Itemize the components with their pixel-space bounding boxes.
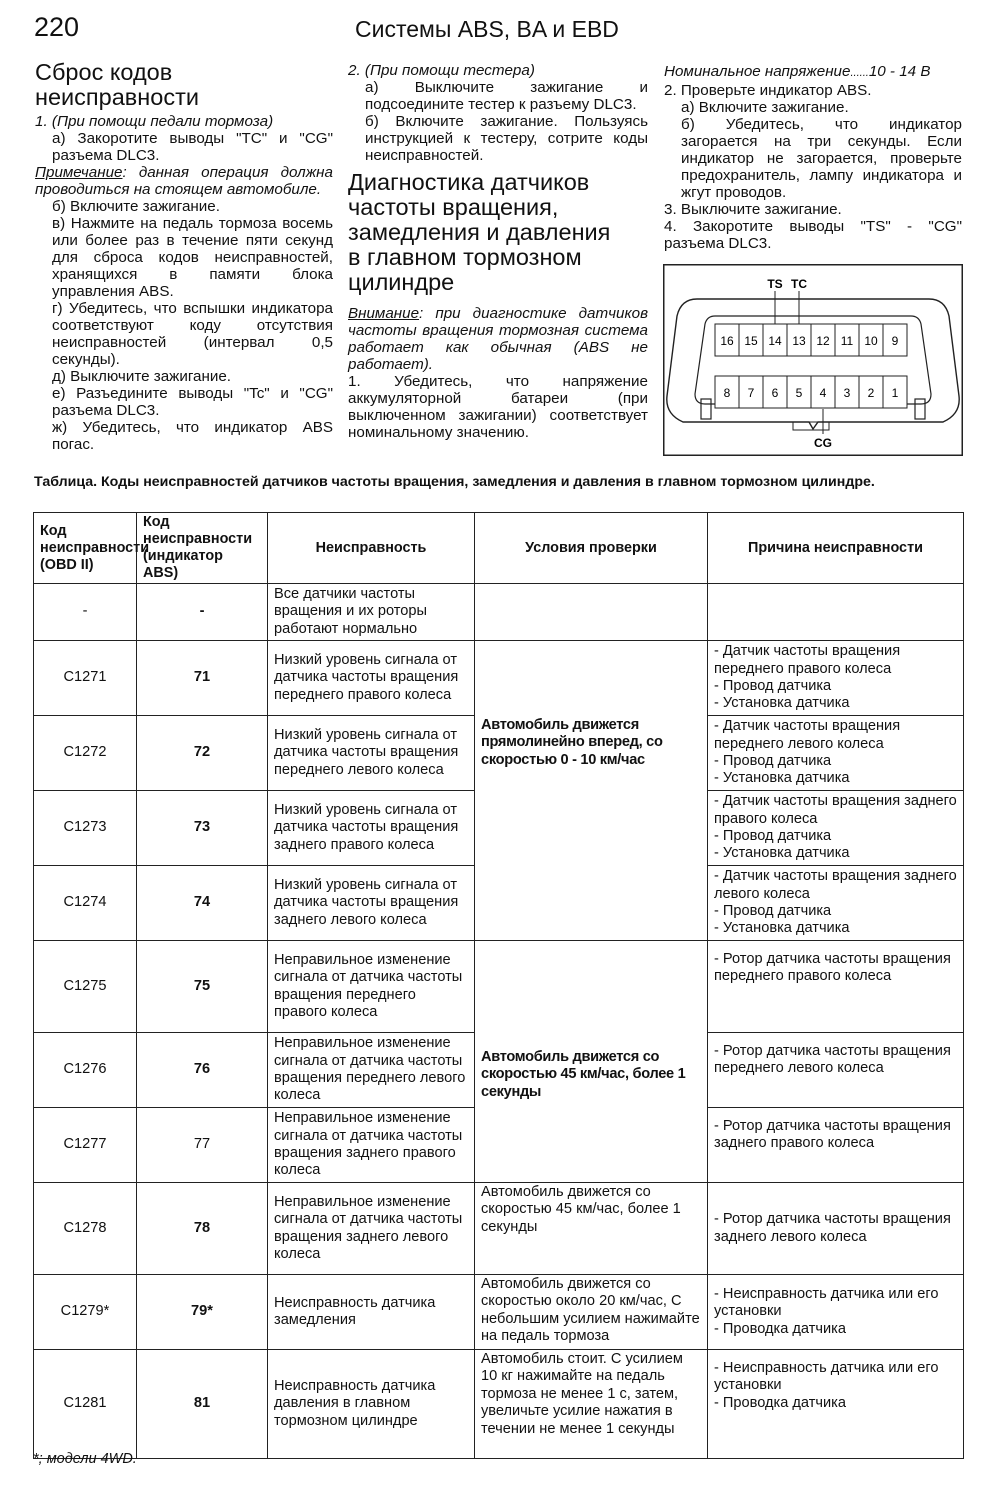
cell-obd: C1272 <box>34 716 137 791</box>
cell-cause: - Ротор датчика частоты вращения заднего левого колеса <box>708 1183 964 1275</box>
paragraph: е) Разъедините выводы "Tc" и "CG" разъема DLC3. <box>52 385 333 419</box>
cell-obd: C1273 <box>34 791 137 866</box>
cell-fault: Все датчики частоты вращения и их роторы работают нормально <box>268 584 475 641</box>
connector-pin-number: 13 <box>792 334 806 348</box>
section-title-reset: Сброс кодов неисправности <box>35 59 199 110</box>
label-cg: CG <box>814 436 832 450</box>
cell-abs: 71 <box>137 641 268 716</box>
paragraph: д) Выключите зажигание. <box>52 368 232 385</box>
cell-obd: C1281 <box>34 1350 137 1459</box>
cell-obd: C1277 <box>34 1108 137 1183</box>
table-row <box>34 1350 964 1459</box>
header-fault: Неисправность <box>268 513 475 584</box>
paragraph: а) Закоротите выводы "TC" и "CG" разъема DLC3. <box>52 130 333 164</box>
cell-conditions: Автомобиль стоит. С усилием 10 кг нажимайте на педаль тормоза не менее 1 с, затем, увеличьте усилие нажатия в течении не менее 1 секунды <box>475 1350 708 1459</box>
cell-abs: 78 <box>137 1183 268 1275</box>
connector-top-pins <box>715 324 907 356</box>
cell-obd: C1278 <box>34 1183 137 1275</box>
footnote: *; модели 4WD. <box>33 1451 137 1467</box>
cell-fault: Низкий уровень сигнала от датчика частоты вращения заднего левого колеса <box>268 866 475 941</box>
cell-cause: - Датчик частоты вращения переднего левого колеса - Провод датчика - Установка датчика <box>708 716 964 791</box>
cell-abs: 79* <box>137 1275 268 1350</box>
cell-abs: - <box>137 584 268 641</box>
header-obd: Код неисправности (OBD II) <box>34 513 137 584</box>
connector-pin-number: 7 <box>747 386 755 400</box>
cell-conditions-group2: Автомобиль движется со скоростью 45 км/час, более 1 секунды <box>475 941 708 1183</box>
connector-pin-number: 6 <box>771 386 779 400</box>
connector-pin-number: 1 <box>891 386 899 400</box>
page-number: 220 <box>34 12 80 42</box>
cell-abs: 73 <box>137 791 268 866</box>
cell-fault: Неправильное изменение сигнала от датчика частоты вращения переднего правого колеса <box>268 941 475 1033</box>
cell-cause: - Неисправность датчика или его установки - Проводка датчика <box>708 1350 964 1459</box>
header-abs: Код неисправности (индикатор ABS) <box>137 513 268 584</box>
table-row <box>34 641 964 716</box>
paragraph: б) Убедитесь, что индикатор загорается на три секунды. Если индикатор не загорается, проверьте предохранитель, лампу индикатора и жгут проводов. <box>681 116 962 201</box>
paragraph: 1. Убедитесь, что напряжение аккумуляторной батареи (при выключенном зажигании) соответствует номинальному значению. <box>348 373 648 441</box>
cell-conditions-group1: Автомобиль движется прямолинейно вперед, со скоростью 0 - 10 км/час <box>475 641 708 941</box>
connector-pin-number: 16 <box>720 334 734 348</box>
paragraph: б) Включите зажигание. <box>52 198 220 215</box>
paragraph: 4. Закоротите выводы "TS" - "CG" разъема DLC3. <box>664 218 962 252</box>
paragraph: г) Убедитесь, что вспышки индикатора соответствуют коду отсутствия неисправностей (интервал 0,5 секунды). <box>52 300 333 368</box>
header-cause: Причина неисправности <box>708 513 964 584</box>
nominal-voltage: Номинальное напряжение......10 - 14 В <box>664 63 931 80</box>
cell-obd: C1279* <box>34 1275 137 1350</box>
connector-pin-number: 3 <box>843 386 851 400</box>
connector-pin-number: 10 <box>864 334 878 348</box>
table-row <box>34 1275 964 1350</box>
table-row <box>34 1183 964 1275</box>
cell-cause: - Неисправность датчика или его установки - Проводка датчика <box>708 1275 964 1350</box>
connector-pin-number: 8 <box>723 386 731 400</box>
cell-cause: - Ротор датчика частоты вращения заднего правого колеса <box>708 1108 964 1183</box>
paragraph: б) Включите зажигание. Пользуясь инструкцией к тестеру, сотрите коды неисправностей. <box>365 113 648 164</box>
warning: Внимание: при диагностике датчиков частоты вращения тормозная система работает как обычная (ABS не работает). <box>348 305 648 373</box>
cell-fault: Низкий уровень сигнала от датчика частоты вращения переднего левого колеса <box>268 716 475 791</box>
connector-pin-number: 5 <box>795 386 803 400</box>
cell-fault: Неправильное изменение сигнала от датчика частоты вращения переднего левого колеса <box>268 1033 475 1108</box>
cell-abs: 74 <box>137 866 268 941</box>
table-row <box>34 941 964 1033</box>
cell-abs: 75 <box>137 941 268 1033</box>
section-reset-codes <box>35 60 333 453</box>
page-header-title: Системы ABS, BA и EBD <box>355 16 619 42</box>
cell-obd: C1276 <box>34 1033 137 1108</box>
paragraph: 2. (При помощи тестера) <box>348 62 535 79</box>
paragraph: ж) Убедитесь, что индикатор ABS погас. <box>52 419 333 453</box>
cell-fault: Неправильное изменение сигнала от датчика частоты вращения заднего правого колеса <box>268 1108 475 1183</box>
connector-pin-number: 9 <box>891 334 899 348</box>
cell-cause: - Датчик частоты вращения переднего правого колеса - Провод датчика - Установка датчика <box>708 641 964 716</box>
note: Примечание: данная операция должна проводиться на стоящем автомобиле. <box>35 164 333 198</box>
paragraph: 2. Проверьте индикатор ABS. <box>664 82 872 99</box>
connector-pin-number: 2 <box>867 386 875 400</box>
paragraph: а) Выключите зажигание и подсоедините тестер к разъему DLC3. <box>365 79 648 113</box>
cell-abs: 76 <box>137 1033 268 1108</box>
section-indicator-check <box>664 63 962 252</box>
cell-obd: C1274 <box>34 866 137 941</box>
cell-cause: - Ротор датчика частоты вращения переднего правого колеса <box>708 941 964 1033</box>
paragraph: 1. (При помощи педали тормоза) <box>35 113 274 130</box>
cell-conditions <box>475 584 708 641</box>
table-row <box>34 584 964 641</box>
cell-cause: - Ротор датчика частоты вращения переднего левого колеса <box>708 1033 964 1108</box>
section-tester <box>348 62 648 441</box>
dlc3-connector-diagram <box>663 264 963 456</box>
connector-pin-number: 12 <box>816 334 830 348</box>
connector-pin-number: 4 <box>819 386 827 400</box>
label-ts: TS <box>767 277 783 291</box>
paragraph: а) Включите зажигание. <box>681 99 849 116</box>
cell-obd: - <box>34 584 137 641</box>
cell-cause <box>708 584 964 641</box>
cell-fault: Низкий уровень сигнала от датчика частоты вращения переднего правого колеса <box>268 641 475 716</box>
cell-fault: Неисправность датчика давления в главном тормозном цилиндре <box>268 1350 475 1459</box>
connector-pin-number: 11 <box>840 334 854 348</box>
cell-obd: C1271 <box>34 641 137 716</box>
table-caption: Таблица. Коды неисправностей датчиков частоты вращения, замедления и давления в главном тормозном цилиндре. <box>34 474 875 490</box>
cell-conditions: Автомобиль движется со скоростью около 20 км/час, С небольшим усилием нажимайте на педаль тормоза <box>475 1275 708 1350</box>
cell-fault: Неисправность датчика замедления <box>268 1275 475 1350</box>
fault-codes-table <box>33 512 964 1459</box>
connector-bottom-pins <box>715 376 907 408</box>
cell-abs: 72 <box>137 716 268 791</box>
cell-cause: - Датчик частоты вращения заднего правого колеса - Провод датчика - Установка датчика <box>708 791 964 866</box>
cell-conditions: Автомобиль движется со скоростью 45 км/час, более 1 секунды <box>475 1183 708 1275</box>
cell-cause: - Датчик частоты вращения заднего левого колеса - Провод датчика - Установка датчика <box>708 866 964 941</box>
cell-abs: 81 <box>137 1350 268 1459</box>
section-title-diagnostics: Диагностика датчиков частоты вращения, замедления и давления в главном тормозном цилиндре <box>348 169 611 295</box>
label-tc: TC <box>791 277 807 291</box>
connector-pin-number: 15 <box>744 334 758 348</box>
connector-pin-number: 14 <box>768 334 782 348</box>
paragraph: 3. Выключите зажигание. <box>664 201 842 218</box>
cell-obd: C1275 <box>34 941 137 1033</box>
cell-fault: Неправильное изменение сигнала от датчика частоты вращения заднего левого колеса <box>268 1183 475 1275</box>
cell-abs: 77 <box>137 1108 268 1183</box>
paragraph: в) Нажмите на педаль тормоза восемь или более раз в течение пяти секунд для сброса кодов неисправностей, хранящихся в памяти блока управления ABS. <box>52 215 333 300</box>
cell-fault: Низкий уровень сигнала от датчика частоты вращения заднего правого колеса <box>268 791 475 866</box>
header-conditions: Условия проверки <box>475 513 708 584</box>
